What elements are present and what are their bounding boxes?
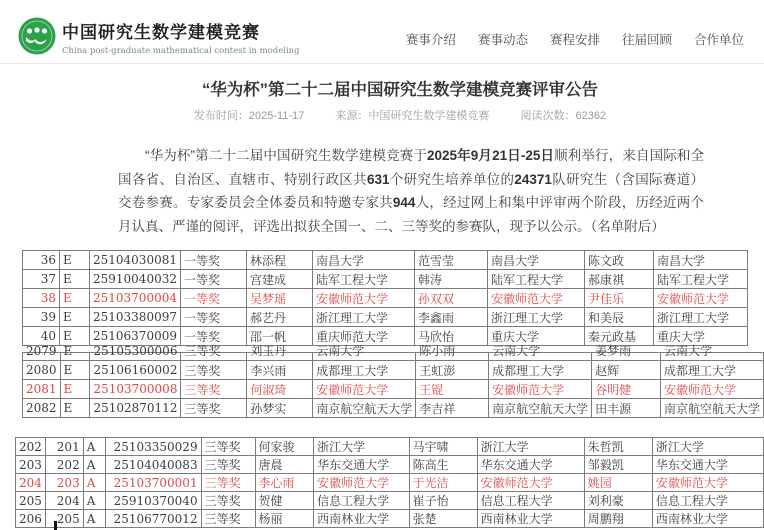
table-cell: 三等奖 [181, 399, 247, 418]
table-cell: 25103700004 [90, 289, 181, 308]
table-cell: 周鹏翔 [584, 510, 652, 528]
highlight-number: 2025年9月21日-25日 [426, 148, 555, 163]
table-cell: 陆军工程大学 [312, 270, 414, 289]
table-row [23, 353, 764, 361]
table-cell: 25103700001 [105, 474, 201, 492]
table-cell: 25102870112 [90, 399, 181, 418]
table-cell: 一等奖 [180, 327, 246, 346]
table-cell: 信息工程大学 [314, 492, 409, 510]
table-cell: 25106160002 [90, 361, 181, 380]
table-cell: 206 [16, 510, 46, 528]
table-cell: 浙江理工大学 [653, 308, 747, 327]
table-cell: 邵一帆 [246, 327, 312, 346]
table-cell: 安徽师范大学 [477, 474, 584, 492]
table-cell: 25104040083 [105, 456, 201, 474]
table-cell: 唐晨 [255, 456, 314, 474]
table-cell: 南昌大学 [653, 251, 747, 270]
table-cell: 三等奖 [201, 438, 255, 456]
highlight-number: 631 [366, 171, 390, 187]
table-row [23, 380, 764, 399]
table-cell: 成都理工大学 [660, 361, 763, 380]
table-cell: 重庆师范大学 [312, 327, 414, 346]
table-cell: 三等奖 [201, 456, 255, 474]
table-cell: 202 [16, 438, 46, 456]
table-row [16, 456, 764, 474]
table-row [23, 361, 764, 380]
award-table-fragment-3 [15, 437, 764, 528]
table-cell: 一等奖 [180, 308, 246, 327]
table-cell: 39 [23, 308, 60, 327]
table-cell: 云南大学 [313, 353, 416, 361]
table-cell: 华东交通大学 [314, 456, 409, 474]
table-cell: 赵辉 [592, 361, 661, 380]
table-cell: 安徽师范大学 [652, 474, 763, 492]
table-row [16, 474, 764, 492]
table-cell: 和美辰 [584, 308, 653, 327]
table-cell: 何淑琦 [247, 380, 313, 399]
table-cell: 于光洁 [409, 474, 477, 492]
table-cell: 37 [23, 270, 60, 289]
table-cell: 马宇啸 [409, 438, 477, 456]
table-cell: 孙梦实 [247, 399, 313, 418]
table-cell: 浙江大学 [477, 438, 584, 456]
brand-block [62, 18, 300, 56]
table-cell: 204 [16, 474, 46, 492]
table-cell: 邹毅凯 [584, 456, 652, 474]
award-table-fragment-1 [22, 250, 748, 346]
table-cell: 西南林业大学 [652, 510, 763, 528]
table-cell: A [83, 492, 105, 510]
table-cell: 202 [45, 456, 83, 474]
table-cell: 韩涛 [414, 270, 487, 289]
table-cell: 朱哲凯 [584, 438, 652, 456]
table-cell: 36 [23, 251, 60, 270]
table-row [23, 251, 748, 270]
announcement-paragraph [118, 144, 704, 238]
table-cell: 陈小雨 [416, 353, 489, 361]
table-cell: 204 [45, 492, 83, 510]
award-table-fragment-2 [22, 344, 764, 419]
table-row [23, 289, 748, 308]
table-cell: 25910370040 [105, 492, 201, 510]
table-cell: 华东交通大学 [652, 456, 763, 474]
table-cell: 西南林业大学 [477, 510, 584, 528]
table-cell: 浙江理工大学 [312, 308, 414, 327]
table-cell: 李鑫雨 [414, 308, 487, 327]
table-cell: 安徽师范大学 [312, 289, 414, 308]
paragraph-text: 人，经过网上和集中评审两个阶段，历经近两个月认真、严谨的阅评，评选出拟获全国一、二、三等奖的参赛队，现予以公示。（名单附后） [118, 195, 705, 234]
table-cell: 2082 [23, 399, 61, 418]
table-cell: 203 [16, 456, 46, 474]
table-cell: 一等奖 [180, 270, 246, 289]
table-cell: 一等奖 [180, 289, 246, 308]
table-cell: 贺健 [255, 492, 314, 510]
table-cell: 西南林业大学 [314, 510, 409, 528]
paragraph-text: 个研究生培养单位的 [389, 171, 515, 187]
table-cell: 李吉祥 [416, 399, 489, 418]
table-cell: 重庆大学 [653, 327, 747, 346]
nav-item-intro[interactable]: 赛事介绍 [405, 33, 456, 47]
table-cell: E [60, 289, 90, 308]
highlight-number: 944 [392, 195, 416, 210]
table-cell: 三等奖 [201, 510, 255, 528]
table-cell: E [60, 399, 90, 418]
paragraph-text: “华为杯”第二十二届中国研究生数学建模竞赛于 [145, 148, 427, 163]
table-cell: 姜梦雨 [592, 353, 661, 361]
table-cell: 谷明健 [592, 380, 661, 399]
table-cell: A [83, 438, 105, 456]
table-cell: 2080 [23, 361, 61, 380]
table-cell: 203 [45, 474, 83, 492]
table-cell: 马欣怡 [414, 327, 487, 346]
table-row [16, 492, 764, 510]
table-cell: 成都理工大学 [489, 361, 592, 380]
table-cell: 安徽师范大学 [313, 380, 416, 399]
table-cell: 重庆大学 [487, 327, 584, 346]
brand-subtitle: China post-graduate mathematical contest in modeling [62, 46, 300, 56]
table-cell: 南昌大学 [487, 251, 584, 270]
table-cell: 刘利豪 [584, 492, 652, 510]
table-cell: E [60, 353, 90, 361]
highlight-number: 24371 [514, 171, 552, 187]
nav-item-history[interactable]: 往届回顾 [621, 33, 672, 47]
table-cell: 范雪莹 [414, 251, 487, 270]
table-cell: 云南大学 [660, 353, 763, 361]
table-cell: E [60, 380, 90, 399]
table-cell: 浙江大学 [652, 438, 763, 456]
table-row [16, 510, 764, 528]
table-cell: 三等奖 [181, 353, 247, 361]
table-cell: 南昌大学 [312, 251, 414, 270]
table-cell: E [60, 270, 90, 289]
brand-title: 中国研究生数学建模竞赛 [62, 23, 260, 42]
table-cell: 25106370009 [90, 327, 181, 346]
table-cell: 杨丽 [255, 510, 314, 528]
table-cell: 陈高生 [409, 456, 477, 474]
table-cell: 田丰源 [592, 399, 661, 418]
table-cell: 201 [45, 438, 83, 456]
table-cell: 信息工程大学 [477, 492, 584, 510]
page-title: “华为杯”第二十二届中国研究生数学建模竞赛评审公告 [202, 81, 598, 99]
table-cell: 南京航空航天大学 [489, 399, 592, 418]
article-meta [80, 107, 720, 123]
table-cell: A [83, 456, 105, 474]
table-cell: 华东交通大学 [477, 456, 584, 474]
table-cell: 2081 [23, 380, 61, 399]
table-cell: 郝艺丹 [246, 308, 312, 327]
table-cell: 刘玉丹 [247, 353, 313, 361]
text-cursor [54, 521, 57, 530]
table-cell: 信息工程大学 [652, 492, 763, 510]
publish-time: 发布时间：2025-11-17 [193, 110, 305, 122]
table-cell: 三等奖 [201, 492, 255, 510]
table-cell: 安徽师范大学 [314, 474, 409, 492]
table-cell: 陆军工程大学 [653, 270, 747, 289]
table-cell: 一等奖 [180, 251, 246, 270]
table-cell: 郝康祺 [584, 270, 653, 289]
table-cell: 25106770012 [105, 510, 201, 528]
table-cell: 浙江大学 [314, 438, 409, 456]
table-cell: A [83, 510, 105, 528]
table-cell: 王虹澎 [416, 361, 489, 380]
main-nav [406, 30, 744, 48]
table-cell: 崔子怡 [409, 492, 477, 510]
table-cell: 25105300006 [90, 353, 181, 361]
table-cell: 南京航空航天大学 [660, 399, 763, 418]
nav-item-news[interactable]: 赛事动态 [477, 33, 528, 47]
table-cell: 吴梦瑶 [246, 289, 312, 308]
table-row [23, 399, 764, 418]
site-logo[interactable] [18, 17, 56, 55]
table-cell: 云南大学 [489, 353, 592, 361]
table-row [23, 308, 748, 327]
table-cell: 王锟 [416, 380, 489, 399]
paragraph-text: 顺利举行，来自国际和全国各省、自治区、直辖市、特别行政区共 [118, 148, 704, 187]
table-cell: 40 [23, 327, 60, 346]
table-cell: 安徽师范大学 [489, 380, 592, 399]
table-cell: 25103380097 [90, 308, 181, 327]
logo-icon [18, 17, 56, 55]
table-cell: 成都理工大学 [313, 361, 416, 380]
table-cell: 2079 [23, 353, 61, 361]
table-cell: 安徽师范大学 [660, 380, 763, 399]
table-cell: 205 [45, 510, 83, 528]
table-cell: 何家骏 [255, 438, 314, 456]
view-count: 阅读次数：62362 [520, 110, 607, 122]
table-cell: 李兴雨 [247, 361, 313, 380]
table-cell: 205 [16, 492, 46, 510]
table-cell: 陈文政 [584, 251, 653, 270]
paragraph-text: 队研究生（含国际赛道）交卷参赛。专家委员会全体委员和特邀专家共 [118, 171, 705, 210]
table-cell: 林添程 [246, 251, 312, 270]
table-cell: 尹佳乐 [584, 289, 653, 308]
table-cell: 李心雨 [255, 474, 314, 492]
table-cell: 安徽师范大学 [653, 289, 747, 308]
table-cell: 陆军工程大学 [487, 270, 584, 289]
table-cell: 张楚 [409, 510, 477, 528]
table-cell: 25104030081 [90, 251, 181, 270]
table-cell: 三等奖 [181, 380, 247, 399]
table-cell: 25103350029 [105, 438, 201, 456]
table-cell: E [60, 361, 90, 380]
article-source: 来源：中国研究生数学建模竞赛 [335, 110, 490, 122]
table-cell: 秦元政基 [584, 327, 653, 346]
table-cell: E [60, 308, 90, 327]
nav-item-schedule[interactable]: 赛程安排 [549, 33, 600, 47]
table-cell: 三等奖 [181, 361, 247, 380]
table-cell: 25910040032 [90, 270, 181, 289]
nav-item-partners[interactable]: 合作单位 [693, 33, 744, 47]
table-cell: 38 [23, 289, 60, 308]
table-cell: 25103700008 [90, 380, 181, 399]
table-cell: 安徽师范大学 [487, 289, 584, 308]
table-cell: A [83, 474, 105, 492]
award-table-fragment-2-inner [22, 344, 764, 418]
table-row [16, 438, 764, 456]
table-cell: 姚园 [584, 474, 652, 492]
table-row [23, 270, 748, 289]
table-cell: 南京航空航天大学 [313, 399, 416, 418]
table-cell: E [60, 327, 90, 346]
table-cell: 孙双双 [414, 289, 487, 308]
table-cell: 三等奖 [201, 474, 255, 492]
table-cell: 宫建成 [246, 270, 312, 289]
table-cell: 浙江理工大学 [487, 308, 584, 327]
table-cell: E [60, 251, 90, 270]
site-header [0, 0, 764, 64]
